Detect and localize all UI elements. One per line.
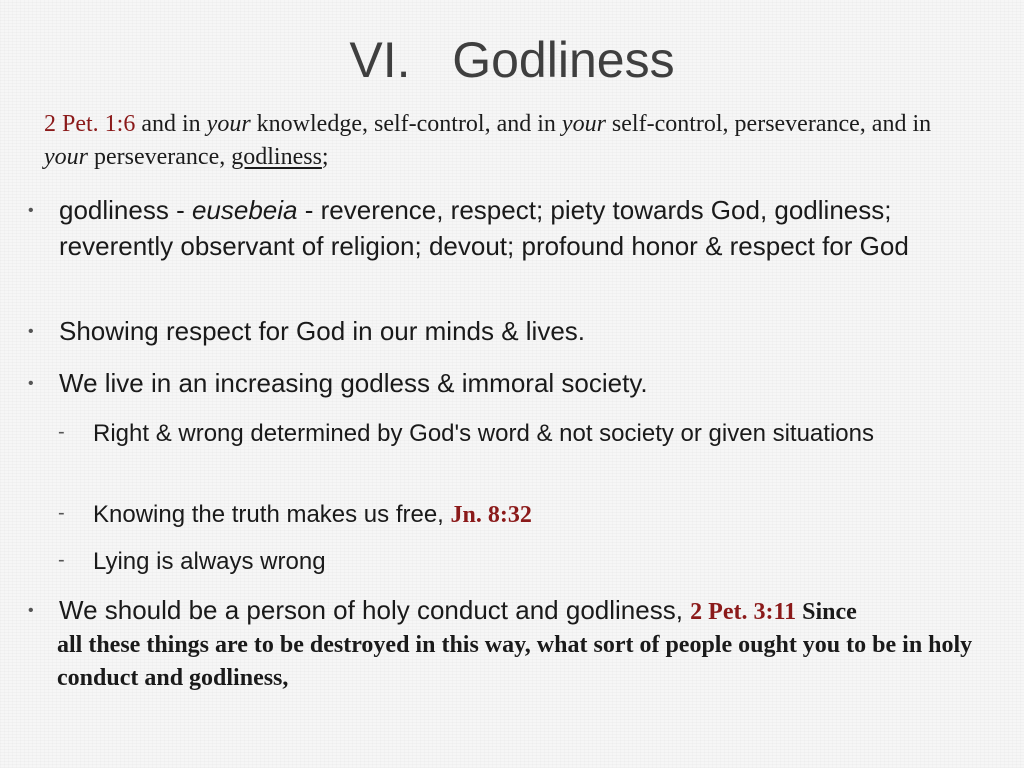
bullet-marker: • <box>28 323 34 340</box>
verse-italic-1: your <box>206 111 251 137</box>
bullet-text <box>59 592 994 630</box>
bullet-marker: • <box>28 375 34 392</box>
greek-word: eusebeia <box>191 195 298 225</box>
scripture-ref-john: Jn. 8:32 <box>450 502 532 528</box>
verse-text-2: knowledge, self-control, and in <box>250 111 562 137</box>
definition-sep: - <box>168 195 192 225</box>
verse-italic-2: your <box>561 111 606 137</box>
verse-underlined-word: godliness <box>231 144 322 170</box>
scripture-ref-peter: 2 Pet. 3:11 <box>690 599 797 625</box>
slide-title: VI. Godliness <box>349 32 675 88</box>
holy-conduct-text: We should be a person of holy conduct and godliness, <box>59 595 691 625</box>
sub-item-text: Right & wrong determined by God's word & not society or given situations <box>93 420 874 447</box>
verse-text-3: self-control, perseverance, and in <box>605 111 932 137</box>
verse-text-1: and in <box>135 111 207 137</box>
sub-item-text: Lying is always wrong <box>93 548 326 575</box>
bullet-marker: • <box>28 202 34 219</box>
verse-text-4: perseverance, <box>88 144 232 170</box>
bullet-text: We live in an increasing godless & immoral society. <box>59 368 648 398</box>
bullet-text: Showing respect for God in our minds & lives. <box>59 316 586 346</box>
peter-quote-continuation: all these things are to be destroyed in this way, what sort of people ought you to be in holy conduct and godliness, <box>57 632 973 691</box>
dash-marker: - <box>58 502 65 524</box>
dash-marker: - <box>58 421 65 443</box>
sub-item-text <box>93 499 953 531</box>
dash-marker: - <box>58 549 65 571</box>
bullet-text <box>59 192 994 264</box>
verse-quote <box>44 108 944 174</box>
sub-item-truth-text: Knowing the truth makes us free, <box>93 501 451 528</box>
verse-ref: 2 Pet. 1:6 <box>44 111 136 137</box>
verse-end: ; <box>321 144 329 170</box>
bullet-marker: • <box>28 602 34 619</box>
quote-first-word: Since <box>796 599 857 625</box>
verse-italic-3: your <box>44 144 88 170</box>
definition-rest: - reverence, respect; piety towards God, godliness; reverently observant of religion; devout; profound honor & respect for God <box>59 195 909 261</box>
definition-word: godliness <box>59 195 169 225</box>
